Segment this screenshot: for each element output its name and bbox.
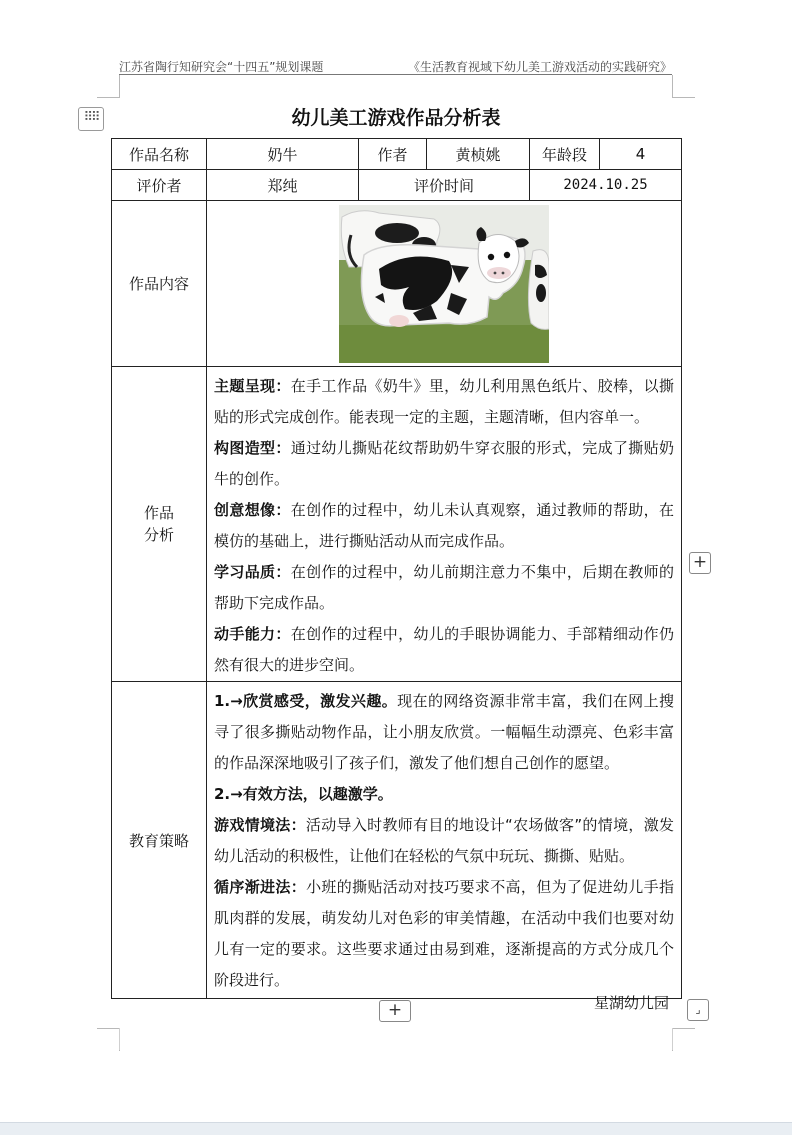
page-corner-top-right [672, 75, 695, 98]
document-title: 幼儿美工游戏作品分析表 [291, 107, 501, 129]
add-column-plus-icon[interactable]: + [689, 552, 711, 574]
footer-margin-mark [119, 1028, 120, 1050]
analysis-item-text: 在创作的过程中，幼儿未认真观察，通过教师的帮助，在模仿的基础上，进行撕贴活动从而完成作品。 [214, 501, 674, 550]
page-corner-bottom-left [97, 1028, 120, 1051]
analysis-item-head: 创意想像： [214, 501, 291, 519]
analysis-text-cell[interactable] [207, 367, 682, 682]
table-row [112, 170, 682, 201]
add-row-plus-icon[interactable]: + [379, 1000, 411, 1022]
reviewer-label: 评价者 [112, 170, 207, 201]
strategy-item-game [214, 810, 674, 872]
analysis-item-learning [214, 557, 674, 619]
content-label: 作品内容 [112, 201, 207, 367]
analysis-item-creativity [214, 495, 674, 557]
table-resize-icon[interactable]: ⌟ [687, 999, 709, 1021]
table-row [112, 201, 682, 367]
analysis-item-handskill [214, 619, 674, 681]
header-right-text: 《生活教育视域下幼儿美工游戏活动的实践研究》 [408, 60, 673, 74]
strategy-item-head: 2.→有效方法，以趣激学。 [214, 785, 393, 803]
strategy-item-text: 小班的撕贴活动对技巧要求不高，但为了促进幼儿手指肌肉群的发展，萌发幼儿对色彩的审美情趣，在活动中我们也要对幼儿有一定的要求。这些要求通过由易到难，逐渐提高的方式分成几个阶段进行。 [214, 878, 675, 989]
analysis-item-head: 构图造型： [214, 439, 291, 457]
work-name-label: 作品名称 [112, 139, 207, 170]
strategy-item-head: 1.→欣赏感受，激发兴趣。 [214, 692, 398, 710]
analysis-item-composition [214, 433, 674, 495]
review-time-label: 评价时间 [359, 170, 530, 201]
header-rule [119, 74, 672, 75]
analysis-table [111, 138, 682, 999]
footer-margin-mark [672, 1028, 673, 1050]
age-label: 年龄段 [530, 139, 600, 170]
work-name-value[interactable]: 奶牛 [207, 139, 359, 170]
analysis-item-text: 通过幼儿撕贴花纹帮助奶牛穿衣服的形式，完成了撕贴奶牛的创作。 [214, 439, 674, 488]
footer-school-name: 星湖幼儿园 [594, 994, 670, 1012]
table-row [112, 367, 682, 682]
analysis-item-head: 学习品质： [214, 563, 291, 581]
page-corner-bottom-right [672, 1028, 695, 1051]
strategy-item-text: 活动导入时教师有目的地设计“农场做客”的情境，激发幼儿活动的积极性，让他们在轻松的气氛中玩玩、撕撕、贴贴。 [214, 816, 675, 865]
reviewer-value[interactable]: 郑纯 [207, 170, 359, 201]
analysis-item-theme [214, 371, 674, 433]
header-left-text: 江苏省陶行知研究会“十四五”规划课题 [119, 60, 324, 74]
strategy-item-appreciate [214, 686, 674, 779]
analysis-item-head: 动手能力： [214, 625, 291, 643]
analysis-item-text: 在创作的过程中，幼儿前期注意力不集中，后期在教师的帮助下完成作品。 [214, 563, 674, 612]
analysis-item-head: 主题呈现： [214, 377, 291, 395]
strategy-item-progressive [214, 872, 674, 996]
analysis-label [112, 367, 207, 682]
author-label: 作者 [359, 139, 427, 170]
strategy-text-cell[interactable] [207, 682, 682, 999]
review-time-value[interactable]: 2024.10.25 [530, 170, 682, 201]
strategy-label: 教育策略 [112, 682, 207, 999]
table-row [112, 139, 682, 170]
strategy-item-method [214, 779, 674, 810]
content-cell[interactable] [207, 201, 682, 367]
strategy-item-text: 现在的网络资源非常丰富，我们在网上搜寻了很多撕贴动物作品，让小朋友欣赏。一幅幅生动漂亮、色彩丰富的作品深深地吸引了孩子们，激发了他们想自己创作的愿望。 [214, 692, 675, 772]
page-corner-top-left [97, 75, 120, 98]
author-value[interactable]: 黄桢姚 [427, 139, 530, 170]
window-bottom-strip [0, 1122, 792, 1135]
analysis-item-text: 在创作的过程中，幼儿的手眼协调能力、手部精细动作仍然有很大的进步空间。 [214, 625, 674, 674]
strategy-item-head: 循序渐进法： [214, 878, 307, 896]
strategy-item-head: 游戏情境法： [214, 816, 306, 834]
cow-artwork-photo [339, 205, 549, 363]
analysis-item-text: 在手工作品《奶牛》里，幼儿利用黑色纸片、胶棒，以撕贴的形式完成创作。能表现一定的主题，主题清晰，但内容单一。 [214, 377, 674, 426]
table-row [112, 682, 682, 999]
analysis-label-line1: 作品 [143, 504, 174, 522]
analysis-label-line2: 分析 [143, 526, 174, 544]
drag-handle-icon[interactable]: ⠿⠿ [78, 107, 104, 131]
age-value[interactable]: 4 [600, 139, 682, 170]
